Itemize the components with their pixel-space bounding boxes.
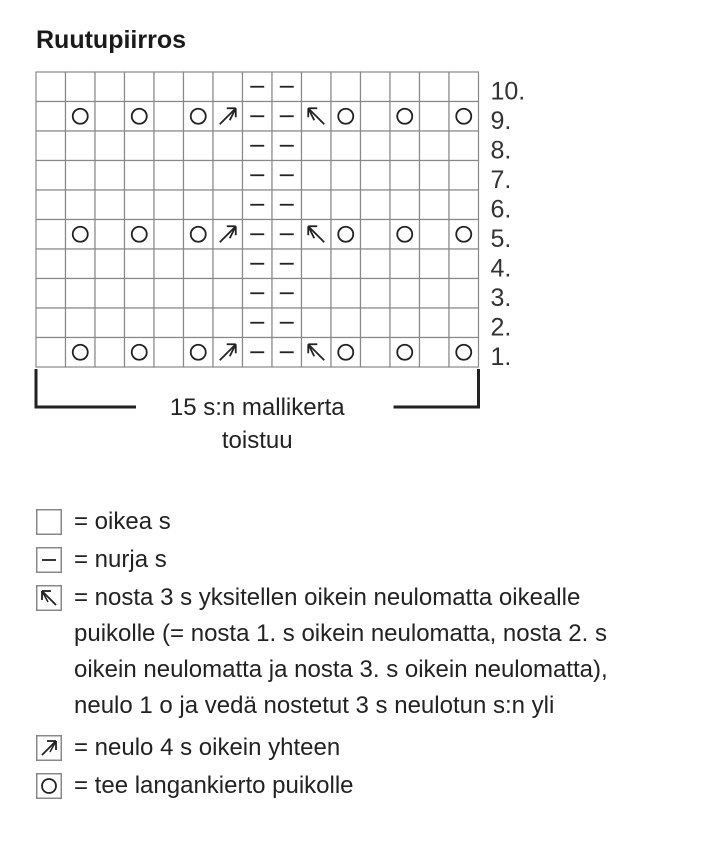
legend-label-purl: = nurja s xyxy=(74,546,167,573)
chart-cell xyxy=(154,338,184,368)
chart-cell xyxy=(125,249,155,279)
chart-cell xyxy=(95,308,125,338)
legend-label-k4tog: = neulo 4 s oikein yhteen xyxy=(74,734,341,761)
chart-cell xyxy=(331,249,361,279)
chart-cell xyxy=(184,190,214,220)
chart-cell xyxy=(390,279,420,309)
chart-cell xyxy=(302,131,332,161)
row-number-label: 10. xyxy=(490,77,526,106)
chart-cell xyxy=(36,131,66,161)
chart-cell xyxy=(95,72,125,102)
yarn-over-icon xyxy=(36,773,62,799)
knit-stitch-icon xyxy=(36,509,62,535)
chart-cell xyxy=(36,279,66,309)
row-number-label: 8. xyxy=(490,136,512,165)
chart-cell xyxy=(66,338,96,368)
legend-item-purl xyxy=(36,541,706,579)
chart-cell xyxy=(36,220,66,250)
chart-cell xyxy=(95,190,125,220)
chart-cell xyxy=(331,102,361,132)
chart-cell xyxy=(184,338,214,368)
chart-cell xyxy=(154,190,184,220)
chart-cell xyxy=(184,249,214,279)
row-number-label: 4. xyxy=(490,254,512,283)
chart-cell xyxy=(390,308,420,338)
chart-cell xyxy=(449,190,479,220)
chart-cell xyxy=(420,279,450,309)
chart-cell xyxy=(66,308,96,338)
chart-cell xyxy=(213,131,243,161)
chart-cell xyxy=(125,102,155,132)
chart-cell xyxy=(361,220,391,250)
chart-cell xyxy=(36,102,66,132)
chart-cell xyxy=(36,161,66,191)
chart-cell xyxy=(302,161,332,191)
row-number-label: 2. xyxy=(490,313,512,342)
chart-cell xyxy=(420,249,450,279)
chart-cell xyxy=(361,279,391,309)
legend-label-yarn-over: = tee langankierto puikolle xyxy=(74,772,354,799)
legend-label-slip3: = nosta 3 s yksitellen oikein neulomatta oikealle puikolle (= nosta 1. s oikein neulomatta, nosta 2. s oikein neulomatta ja nosta 3. s oikein neulomatta), neulo 1 o ja vedä nostetut 3 s neulotun s:n yli xyxy=(74,584,608,719)
chart-cell xyxy=(449,279,479,309)
repeat-label-line2: toistuu xyxy=(221,427,293,454)
chart-cell xyxy=(66,131,96,161)
chart-cell xyxy=(420,102,450,132)
chart-cell xyxy=(66,72,96,102)
chart-cell xyxy=(361,131,391,161)
chart-cell xyxy=(184,308,214,338)
chart-cell xyxy=(36,249,66,279)
chart-cell xyxy=(125,220,155,250)
chart-cell xyxy=(449,72,479,102)
row-number-label: 1. xyxy=(490,343,512,371)
chart-cell xyxy=(390,220,420,250)
repeat-label: 15 s:n mallikerta xyxy=(169,394,345,421)
chart-cell xyxy=(125,131,155,161)
chart-cell xyxy=(184,102,214,132)
chart-cell xyxy=(95,338,125,368)
chart-cell xyxy=(66,190,96,220)
chart-cell xyxy=(66,279,96,309)
legend-item-knit xyxy=(36,503,706,541)
chart-cell xyxy=(66,161,96,191)
chart-cell xyxy=(184,279,214,309)
chart-cell xyxy=(331,279,361,309)
chart-cell xyxy=(420,190,450,220)
chart-cell xyxy=(449,220,479,250)
knit-4-together-icon xyxy=(36,735,62,761)
chart-cell xyxy=(302,308,332,338)
chart-cell xyxy=(449,131,479,161)
slip-3-pass-over-icon xyxy=(36,585,62,611)
chart-cell xyxy=(154,131,184,161)
chart-cell xyxy=(125,72,155,102)
chart-cell xyxy=(390,72,420,102)
chart-cell xyxy=(154,102,184,132)
chart-cell xyxy=(420,161,450,191)
chart-cell xyxy=(125,190,155,220)
chart-cell xyxy=(95,220,125,250)
chart-cell xyxy=(95,161,125,191)
chart-cell xyxy=(390,190,420,220)
chart-cell xyxy=(361,308,391,338)
purl-stitch-icon xyxy=(36,547,62,573)
chart-cell xyxy=(302,249,332,279)
chart-cell xyxy=(95,131,125,161)
chart-cell xyxy=(184,161,214,191)
chart-cell xyxy=(36,72,66,102)
row-number-label: 9. xyxy=(490,107,512,135)
chart-cell xyxy=(154,72,184,102)
legend xyxy=(36,503,706,805)
chart-cell xyxy=(95,102,125,132)
chart-cell xyxy=(154,249,184,279)
chart-cell xyxy=(420,338,450,368)
chart-cell xyxy=(66,249,96,279)
legend-item-yarn-over xyxy=(36,767,706,805)
row-number-label: 7. xyxy=(490,166,512,194)
chart-cell xyxy=(331,72,361,102)
chart-cell xyxy=(95,279,125,309)
chart-cell xyxy=(361,161,391,191)
chart-cell xyxy=(361,338,391,368)
chart-cell xyxy=(302,72,332,102)
chart-cell xyxy=(125,338,155,368)
row-number-label: 5. xyxy=(490,225,512,253)
chart-cell xyxy=(302,190,332,220)
chart-cell xyxy=(125,161,155,191)
chart-cell xyxy=(331,220,361,250)
chart-cell xyxy=(331,338,361,368)
chart-cell xyxy=(213,190,243,220)
chart-cell xyxy=(302,279,332,309)
chart-cell xyxy=(390,338,420,368)
chart-cell xyxy=(184,72,214,102)
chart-cell xyxy=(213,279,243,309)
chart-cell xyxy=(420,72,450,102)
chart-cell xyxy=(66,220,96,250)
chart-cell xyxy=(361,102,391,132)
chart-cell xyxy=(331,190,361,220)
chart-cell xyxy=(390,161,420,191)
chart-cell xyxy=(361,190,391,220)
chart-cell xyxy=(331,131,361,161)
chart-cell xyxy=(36,190,66,220)
chart-cell xyxy=(125,308,155,338)
chart-cell xyxy=(125,279,155,309)
chart-cell xyxy=(213,249,243,279)
chart-cell xyxy=(213,161,243,191)
chart-cell xyxy=(420,131,450,161)
legend-item-slip3 xyxy=(36,579,706,729)
chart-cell xyxy=(390,102,420,132)
chart-cell xyxy=(449,102,479,132)
chart-cell xyxy=(184,131,214,161)
chart-cell xyxy=(154,279,184,309)
chart-cell xyxy=(213,308,243,338)
chart-cell xyxy=(331,308,361,338)
chart-cell xyxy=(154,220,184,250)
chart-title: Ruutupiirros xyxy=(36,26,186,54)
legend-item-k4tog xyxy=(36,729,706,767)
chart-cell xyxy=(154,308,184,338)
chart-cell xyxy=(66,102,96,132)
chart-cell xyxy=(36,338,66,368)
chart-cell xyxy=(449,161,479,191)
chart-cell xyxy=(331,161,361,191)
chart-cell xyxy=(184,220,214,250)
chart-cell xyxy=(420,308,450,338)
chart-cell xyxy=(213,72,243,102)
chart-cell xyxy=(154,161,184,191)
chart-cell xyxy=(390,131,420,161)
row-number-label: 3. xyxy=(490,284,512,312)
chart-cell xyxy=(95,249,125,279)
chart-cell xyxy=(449,308,479,338)
chart-cell xyxy=(449,249,479,279)
chart-cell xyxy=(361,249,391,279)
chart-cell xyxy=(390,249,420,279)
legend-label-knit: = oikea s xyxy=(74,508,171,535)
chart-cell xyxy=(449,338,479,368)
chart-cell xyxy=(36,308,66,338)
chart-cell xyxy=(361,72,391,102)
chart-cell xyxy=(420,220,450,250)
row-number-label: 6. xyxy=(490,195,512,224)
